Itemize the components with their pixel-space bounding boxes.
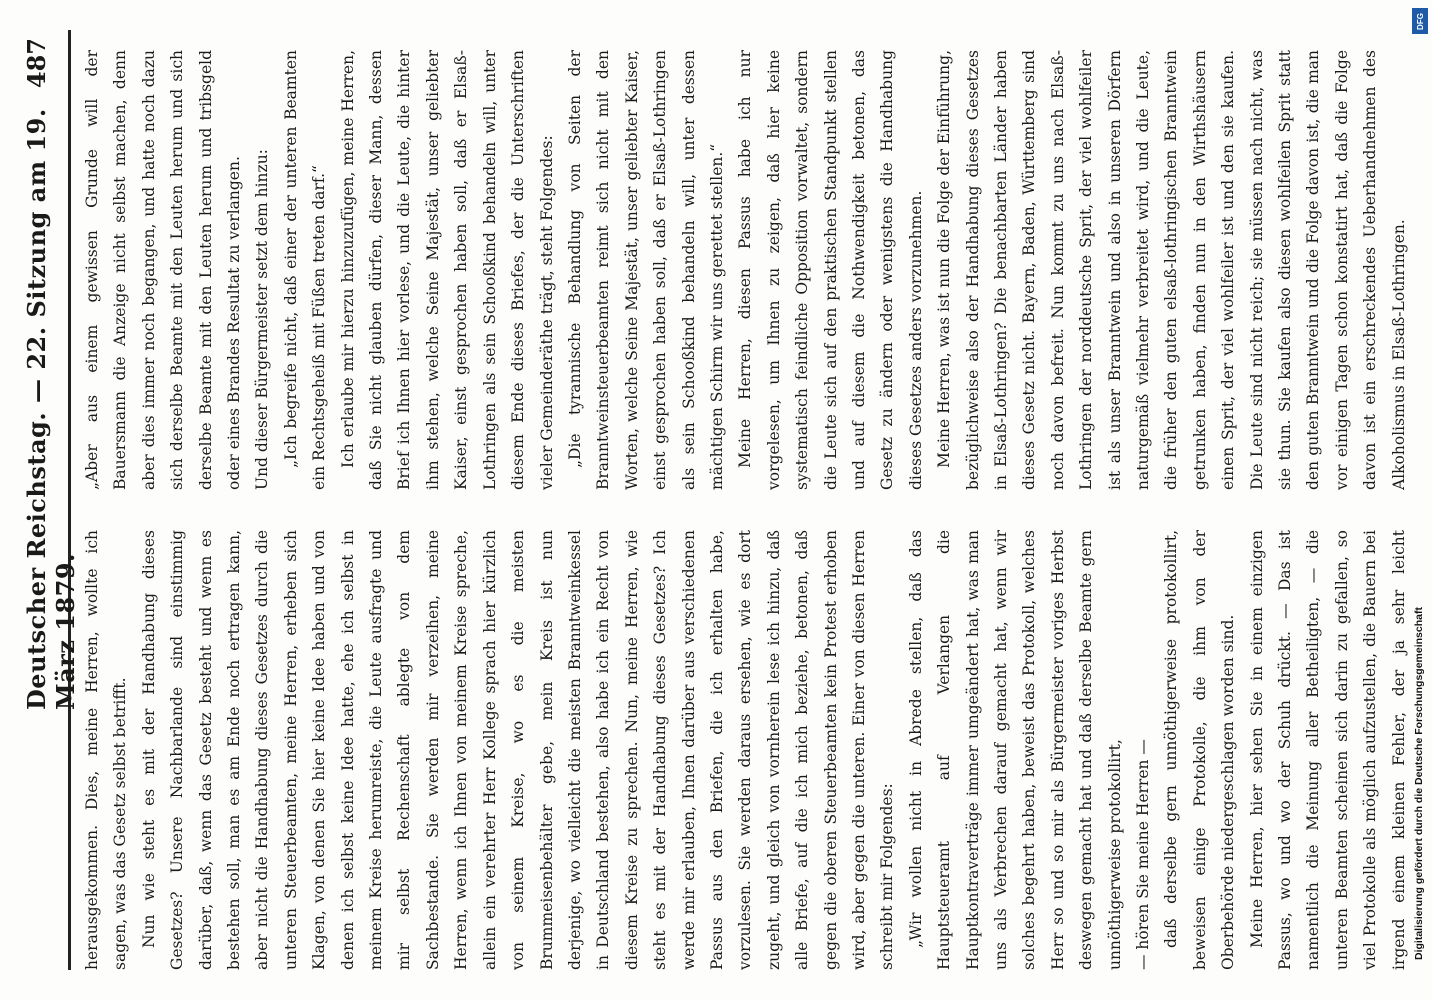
digitization-credit: Digitalisierung gefördert durch die Deutsche Forschungsgemeinschaft (1413, 607, 1425, 960)
interjection: — hören Sie meine Herren — (1134, 739, 1153, 970)
quote-paragraph: „Die tyrannische Behandlung von Seiten der Branntweinsteuerbeamten reimt sich nicht mit den Worten, welche Seine Majestät, unser geliebter Kaiser, einst gesprochen haben soll, daß er Elsaß-Lothringen als sein Schooßkind behandeln will, unter dessen mächtigen Schirm wir uns gerettet stellen.“ (565, 50, 726, 490)
paragraph: Ich erlaube mir hierzu hinzuzufügen, meine Herren, daß Sie nicht glauben dürfen, dieser Mann, dessen Brief ich Ihnen hier vorlese, und die Leute, die hinter ihm stehen, welche Seine Majestät, unser geliebter Kaiser, einst gesprochen haben soll, daß er Elsaß-Lothringen als sein Schooßkind behandeln will, unter diesem Ende dieses Briefes, der die Unterschriften vieler Gemeinderäthe trägt, steht Folgendes: (338, 50, 556, 490)
paragraph: Meine Herren, was ist nun die Folge der Einführung, bezüglichweise also der Handhabung dieses Gesetzes in Elsaß-Lothringen? Die benachbarten Länder haben dieses Gesetz nicht. Bayern, Baden, Württemberg sind noch davon befreit. Nun kommt zu uns nach Elsaß-Lothringen der norddeutsche Sprit, der viel wohlfeiler ist als unser Branntwein und also in unseren Dörfern naturgemäß vielmehr verbreitet wird, und die Leute, die früher den guten elsaß-lothringischen Branntwein getrunken haben, finden nun in den Wirthshäusern einen Sprit, der viel wohlfeiler ist und den sie kaufen. Die Leute sind nicht reich; sie müssen nach nicht, was sie thun. Sie kaufen also diesen wohlfeilen Sprit statt den guten Branntwein und die Folge davon ist, die man vor einigen Tagen schon konstatirt hat, daß die Folge davon ist ein erschreckendes Ueberhandnehmen des Alkoholismus in Elsaß-Lothringen. (935, 50, 1408, 490)
quote-paragraph: daß derselbe gern unnöthigerweise protokollirt, beweisen einige Protokolle, die ihm von der Oberbehörde niedergeschlagen worden sind. (1162, 530, 1238, 970)
rotated-page-content (16, 30, 1416, 970)
quote-paragraph: „Ich begreife nicht, daß einer der unteren Beamten ein Rechtsgeheiß mit Füßen treten darf.“ (281, 50, 329, 490)
paragraph: Nun wie steht es mit der Handhabung dieses Gesetzes? Unsere Nachbarlande sind einstimmig darüber, daß, wenn das Gesetz besteht und wenn es bestehen soll, man es am Ende noch ertragen kann, aber nicht die Handhabung dieses Gesetzes durch die unteren Steuerbeamten, meine Herren, erheben sich Klagen, von denen Sie hier keine Idee haben und von denen ich selbst keine Idee hatte, ehe ich selbst in meinem Kreise herumreiste, die Leute ausfragte und mir selbst Rechenschaft ablegte von dem Sachbestande. Sie werden mir verzeihen, meine Herren, wenn ich Ihnen von meinem Kreise spreche, allein ein verehrter Herr Kollege sprach hier kürzlich von seinem Kreise, wo es die meisten Brummeisenbehälter gebe, mein Kreis ist nun derjenige, wo vielleicht die meisten Branntweinkessel in Deutschland bestehen, also habe ich ein Recht von diesem Kreise zu sprechen. Nun, meine Herren, wie steht es mit der Handhabung dieses Gesetzes? Ich werde mir erlauben, Ihnen darüber aus verschiedenen Passus aus den Briefen, die ich erhalten habe, vorzulesen. Sie werden daraus ersehen, wie es dort zugeht, und gleich von vornherein lese ich hinzu, daß alle Briefe, auf die ich mich beziehe, betonen, daß gegen die oberen Steuerbeamten kein Protest erhoben wird, aber gegen die unteren. Einer von diesen Herren schreibt mir Folgendes: (139, 530, 897, 970)
quote-paragraph: „Aber aus einem gewissen Grunde will der Bauersmann die Anzeige nicht selbst machen, denn aber dies immer noch begangen, und hatte noch dazu sich derselbe Beamte mit den Leuten herum und sich derselbe Beamte mit den Leuten herum und tribsgeld oder eines Brandes Resultat zu verlangen. (83, 50, 244, 490)
quote-paragraph: „Wir wollen nicht in Abrede stellen, daß das Hauptsteueramt auf Verlangen die Hauptkontraverträge immer umgeändert hat, was man uns als Verbrechen darauf gemacht hat, wenn wir solches begehrt haben, beweist das Protokoll, welches Herr so und so mir als Bürgermeister voriges Herbst deswegen gemacht hat und daß derselbe Beamte gern unnöthigerweise protokollirt, (906, 530, 1124, 970)
dfg-logo (1412, 8, 1428, 34)
paragraph: Meine Herren, diesen Passus habe ich nur vorgelesen, um Ihnen zu zeigen, daß hier keine systematisch feindliche Opposition vorwaltet, sondern die Leute sich auf den praktischen Standpunkt stellen und auf diesem die Nothwendigkeit betonen, das Gesetz zu ändern oder wenigstens die Handhabung dieses Gesetzes anders vorzunehmen. (736, 50, 925, 490)
paragraph: Meine Herren, hier sehen Sie in einem einzigen Passus, wo und wo der Schuh drückt. — Das ist namentlich die Meinung aller Betheiligten, — die unteren Beamten scheinen sich darin zu gefallen, so viel Protokolle als möglich aufzustellen, die Bauern bei irgend einem kleinen Fehler, der ja sehr leicht (1247, 530, 1408, 970)
paragraph: Und dieser Bürgermeister setzt dem hinzu: (253, 149, 272, 490)
paragraph: herausgekommen. Dies, meine Herren, wollte ich sagen, was das Gesetz selbst betrifft. (83, 530, 130, 970)
page-title: Deutscher Reichstag. — 22. Sitzung am 19. März 1879. (22, 108, 80, 710)
right-column (78, 50, 1408, 490)
left-column (78, 530, 1408, 970)
page-header (16, 30, 80, 970)
dfg-logo-text: DFG (1415, 12, 1425, 30)
page-number: 487 (22, 38, 51, 89)
